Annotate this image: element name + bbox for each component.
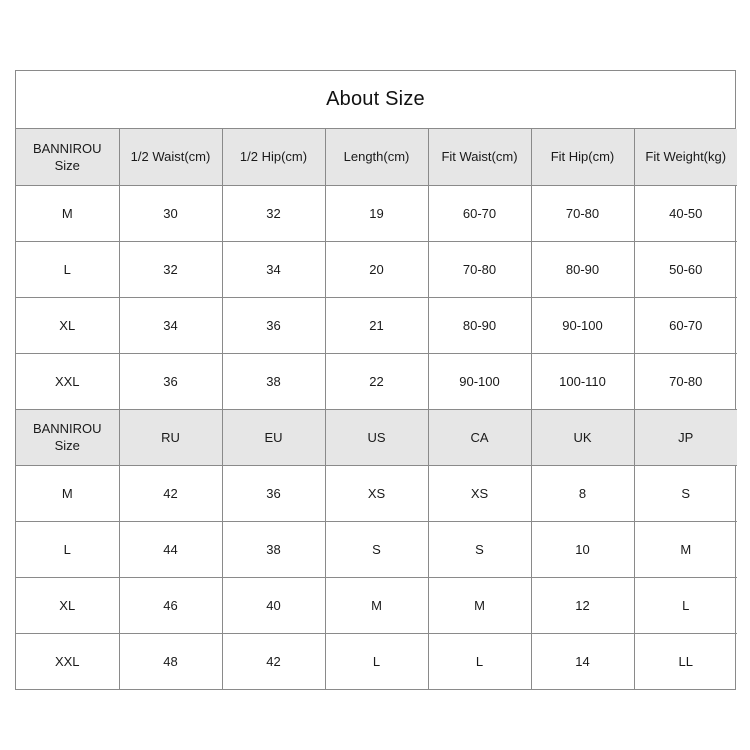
table-cell: S <box>325 521 428 577</box>
table-cell: 8 <box>531 465 634 521</box>
size-cell: L <box>16 241 119 297</box>
column-header: UK <box>531 409 634 465</box>
table-cell: 22 <box>325 353 428 409</box>
table-row <box>16 241 737 297</box>
table-cell: 38 <box>222 521 325 577</box>
table-cell: 42 <box>119 465 222 521</box>
size-cell: XL <box>16 297 119 353</box>
table-cell: L <box>428 633 531 689</box>
table-cell: 70-80 <box>428 241 531 297</box>
size-cell: XXL <box>16 633 119 689</box>
column-header: RU <box>119 409 222 465</box>
column-header: Fit Waist(cm) <box>428 129 531 185</box>
table-cell: S <box>634 465 737 521</box>
table-cell: L <box>634 577 737 633</box>
table-cell: 100-110 <box>531 353 634 409</box>
table-cell: 40-50 <box>634 185 737 241</box>
table-cell: 36 <box>222 465 325 521</box>
table-cell: XS <box>428 465 531 521</box>
column-header: EU <box>222 409 325 465</box>
table-cell: 10 <box>531 521 634 577</box>
table-cell: 60-70 <box>634 297 737 353</box>
table-cell: XS <box>325 465 428 521</box>
table-row <box>16 633 737 689</box>
table-cell: 40 <box>222 577 325 633</box>
table-cell: 90-100 <box>428 353 531 409</box>
table-cell: 50-60 <box>634 241 737 297</box>
table-cell: 34 <box>119 297 222 353</box>
table-cell: 90-100 <box>531 297 634 353</box>
chart-title: About Size <box>16 71 735 129</box>
size-cell: L <box>16 521 119 577</box>
column-header: CA <box>428 409 531 465</box>
table-cell: 19 <box>325 185 428 241</box>
table-row <box>16 577 737 633</box>
size-cell: M <box>16 465 119 521</box>
size-cell: XXL <box>16 353 119 409</box>
table-cell: LL <box>634 633 737 689</box>
size-cell: M <box>16 185 119 241</box>
table-cell: 21 <box>325 297 428 353</box>
column-header: JP <box>634 409 737 465</box>
size-table <box>16 129 737 689</box>
table-cell: M <box>634 521 737 577</box>
column-header: Fit Hip(cm) <box>531 129 634 185</box>
table-cell: 30 <box>119 185 222 241</box>
column-header: US <box>325 409 428 465</box>
table-cell: L <box>325 633 428 689</box>
column-header: 1/2 Waist(cm) <box>119 129 222 185</box>
size-chart <box>15 70 736 690</box>
table-cell: 80-90 <box>428 297 531 353</box>
table-cell: S <box>428 521 531 577</box>
table-cell: 42 <box>222 633 325 689</box>
size-cell: XL <box>16 577 119 633</box>
table-row <box>16 185 737 241</box>
brand-size-sublabel: Size <box>54 438 80 453</box>
brand-size-header <box>16 409 119 465</box>
table-row <box>16 297 737 353</box>
column-header: Fit Weight(kg) <box>634 129 737 185</box>
table-cell: 38 <box>222 353 325 409</box>
table-cell: 46 <box>119 577 222 633</box>
column-header: 1/2 Hip(cm) <box>222 129 325 185</box>
brand-label: BANNIROU <box>32 140 102 156</box>
table-cell: 20 <box>325 241 428 297</box>
measurements-header-row <box>16 129 737 185</box>
table-cell: M <box>428 577 531 633</box>
table-cell: 36 <box>119 353 222 409</box>
table-row <box>16 353 737 409</box>
table-cell: 80-90 <box>531 241 634 297</box>
brand-label: BANNIROU <box>32 421 102 436</box>
table-cell: 32 <box>222 185 325 241</box>
table-cell: 48 <box>119 633 222 689</box>
brand-size-header <box>16 129 119 185</box>
table-cell: 12 <box>531 577 634 633</box>
table-cell: 44 <box>119 521 222 577</box>
table-cell: 70-80 <box>634 353 737 409</box>
table-cell: 36 <box>222 297 325 353</box>
table-cell: 14 <box>531 633 634 689</box>
brand-size-sublabel: Size <box>54 157 80 173</box>
table-cell: 60-70 <box>428 185 531 241</box>
table-cell: M <box>325 577 428 633</box>
conversion-header-row <box>16 409 737 465</box>
table-cell: 70-80 <box>531 185 634 241</box>
column-header: Length(cm) <box>325 129 428 185</box>
table-row <box>16 521 737 577</box>
table-row <box>16 465 737 521</box>
table-cell: 34 <box>222 241 325 297</box>
table-cell: 32 <box>119 241 222 297</box>
